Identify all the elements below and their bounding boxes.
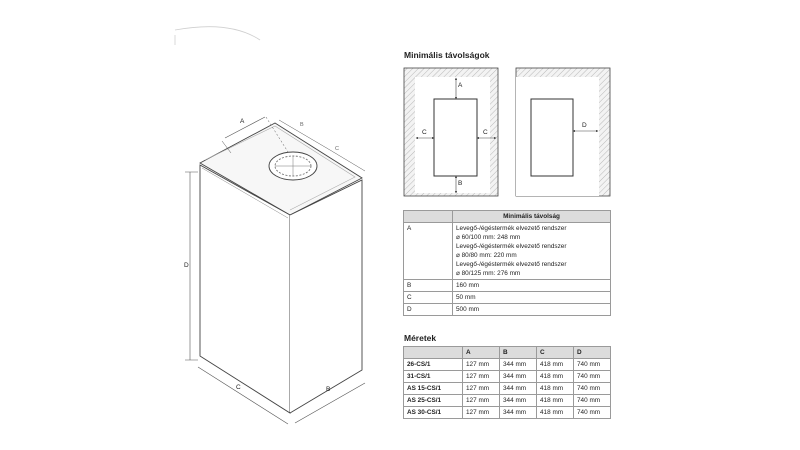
dim-b-cell: 344 mm — [500, 359, 537, 371]
dims-col-header: C — [537, 347, 574, 359]
dim-c-cell: 418 mm — [537, 359, 574, 371]
table-row — [404, 223, 611, 280]
dim-c-cell: 418 mm — [537, 371, 574, 383]
dim-d-cell: 740 mm — [574, 371, 611, 383]
dim-b-cell: 344 mm — [500, 383, 537, 395]
table-row — [404, 304, 611, 316]
clearance-diagram-side — [516, 68, 610, 196]
boiler-label-c: C — [236, 384, 241, 391]
dim-d-cell: 740 mm — [574, 395, 611, 407]
clearance-label-c-left: C — [422, 129, 427, 136]
clearance-label-b: B — [458, 180, 463, 187]
clearance-label-c-right: C — [483, 129, 488, 136]
boiler-label-top-c: C — [335, 146, 339, 152]
dim-b-cell: 344 mm — [500, 371, 537, 383]
model-cell: 31-CS/1 — [404, 371, 463, 383]
table-row — [404, 383, 611, 395]
boiler-isometric — [185, 117, 365, 424]
dim-a-cell: 127 mm — [463, 371, 500, 383]
dim-c-cell: 418 mm — [537, 395, 574, 407]
dim-d-cell: 740 mm — [574, 383, 611, 395]
row-key: C — [404, 292, 453, 304]
dim-b-cell: 344 mm — [500, 395, 537, 407]
boiler-label-top-b: B — [300, 122, 304, 128]
row-key: D — [404, 304, 453, 316]
wall-sketch-lines — [175, 27, 260, 45]
dims-header-row — [404, 347, 611, 359]
clearance-label-a: A — [458, 82, 463, 89]
clearance-label-d: D — [582, 122, 587, 129]
row-key: B — [404, 280, 453, 292]
dims-col-header: B — [500, 347, 537, 359]
dim-a-cell: 127 mm — [463, 407, 500, 419]
dim-a-cell: 127 mm — [463, 359, 500, 371]
table-header-title: Minimális távolság — [453, 211, 611, 223]
table-header-row — [404, 211, 611, 223]
dim-c-cell: 418 mm — [537, 407, 574, 419]
dims-col-header: D — [574, 347, 611, 359]
boiler-label-a: A — [240, 118, 245, 125]
row-line: Levegő-/égéstermék elvezető rendszer — [456, 243, 567, 250]
row-value — [453, 223, 611, 280]
dim-d-cell: 740 mm — [574, 407, 611, 419]
dims-col-header: A — [463, 347, 500, 359]
dims-col-header — [404, 347, 463, 359]
row-value: 500 mm — [453, 304, 611, 316]
min-distance-table — [403, 210, 611, 316]
dim-d-cell: 740 mm — [574, 359, 611, 371]
dim-c-cell: 418 mm — [537, 383, 574, 395]
model-cell: AS 25-CS/1 — [404, 395, 463, 407]
boiler-label-b: B — [326, 386, 331, 393]
boiler-label-d: D — [184, 262, 189, 269]
table-row — [404, 359, 611, 371]
table-row — [404, 407, 611, 419]
table-row — [404, 292, 611, 304]
dim-a-cell: 127 mm — [463, 395, 500, 407]
row-line: ⌀ 80/125 mm: 276 mm — [456, 270, 521, 277]
row-line: ⌀ 80/80 mm: 220 mm — [456, 252, 517, 259]
model-cell: 26-CS/1 — [404, 359, 463, 371]
table-row — [404, 280, 611, 292]
table-row — [404, 371, 611, 383]
row-line: Levegő-/égéstermék elvezető rendszer — [456, 261, 567, 268]
dim-b-cell: 344 mm — [500, 407, 537, 419]
row-key: A — [404, 223, 453, 280]
dim-a-cell: 127 mm — [463, 383, 500, 395]
row-line: ⌀ 60/100 mm: 248 mm — [456, 234, 521, 241]
row-value: 160 mm — [453, 280, 611, 292]
table-row — [404, 395, 611, 407]
row-line: Levegő-/égéstermék elvezető rendszer — [456, 225, 567, 232]
dims-title: Méretek — [404, 333, 437, 343]
dims-table — [403, 346, 611, 419]
row-value: 50 mm — [453, 292, 611, 304]
clearances-title: Minimális távolságok — [404, 50, 490, 60]
table-header-empty — [404, 211, 453, 223]
model-cell: AS 15-CS/1 — [404, 383, 463, 395]
model-cell: AS 30-CS/1 — [404, 407, 463, 419]
